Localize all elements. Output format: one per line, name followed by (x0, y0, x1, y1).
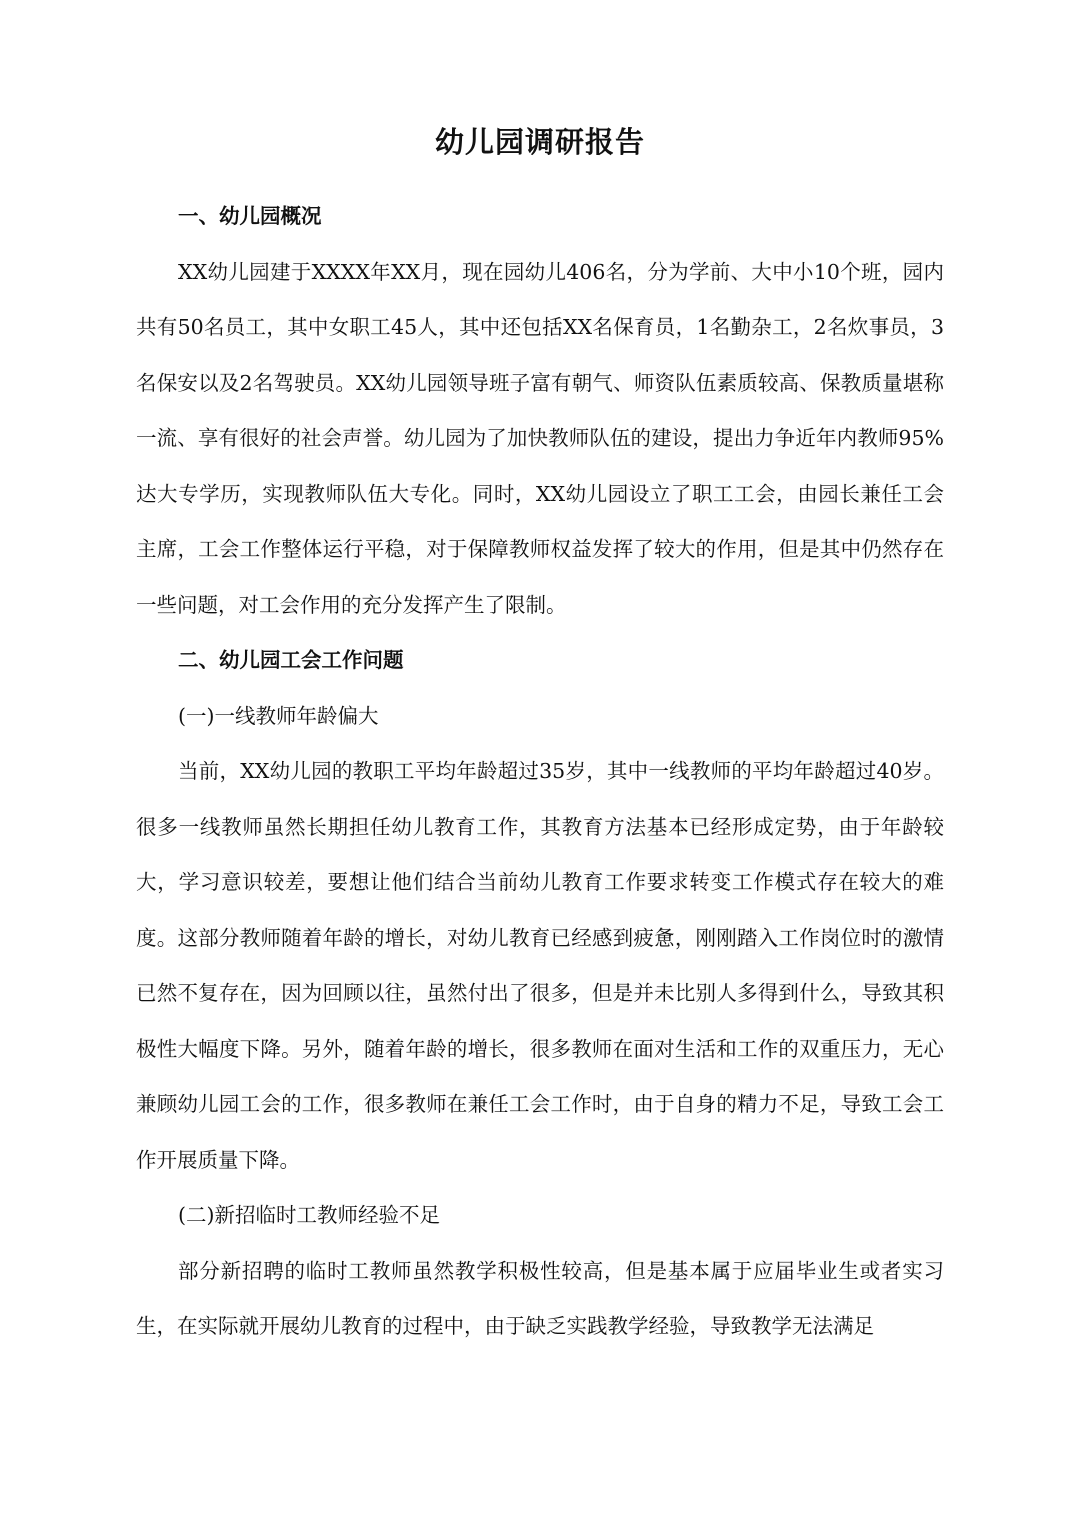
paragraph-overview: XX幼儿园建于XXXX年XX月，现在园幼儿406名，分为学前、大中小10个班，园内共有50名员工，其中女职工45人，其中还包括XX名保育员，1名勤杂工，2名炊事员，3名保安以及2名驾驶员。XX幼儿园领导班子富有朝气、师资队伍素质较高、保教质量堪称一流、享有很好的社会声誉。幼儿园为了加快教师队伍的建设，提出力争近年内教师95%达大专学历，实现教师队伍大专化。同时，XX幼儿园设立了职工工会，由园长兼任工会主席，工会工作整体运行平稳，对于保障教师权益发挥了较大的作用，但是其中仍然存在一些问题，对工会作用的充分发挥产生了限制。 (136, 259, 944, 617)
subheading-temporary-teachers: (二)新招临时工教师经验不足 (178, 1203, 440, 1227)
document-body (136, 189, 944, 1355)
section-heading-overview: 一、幼儿园概况 (178, 204, 322, 228)
paragraph-teacher-age: 当前，XX幼儿园的教职工平均年龄超过35岁，其中一线教师的平均年龄超过40岁。很多一线教师虽然长期担任幼儿教育工作，其教育方法基本已经形成定势，由于年龄较大，学习意识较差，要想让他们结合当前幼儿教育工作要求转变工作模式存在较大的难度。这部分教师随着年龄的增长，对幼儿教育已经感到疲惫，刚刚踏入工作岗位时的激情已然不复存在，因为回顾以往，虽然付出了很多，但是并未比别人多得到什么，导致其积极性大幅度下降。另外，随着年龄的增长，很多教师在面对生活和工作的双重压力，无心兼顾幼儿园工会的工作，很多教师在兼任工会工作时，由于自身的精力不足，导致工会工作开展质量下降。 (136, 759, 944, 1172)
subheading-teacher-age: (一)一线教师年龄偏大 (178, 703, 379, 728)
section-heading-union-problems: 二、幼儿园工会工作问题 (178, 648, 404, 672)
paragraph-temporary-teachers: 部分新招聘的临时工教师虽然教学积极性较高，但是基本属于应届毕业生或者实习生，在实际就开展幼儿教育的过程中，由于缺乏实践教学经验，导致教学无法满足 (136, 1258, 944, 1338)
document-title: 幼儿园调研报告 (434, 125, 645, 159)
